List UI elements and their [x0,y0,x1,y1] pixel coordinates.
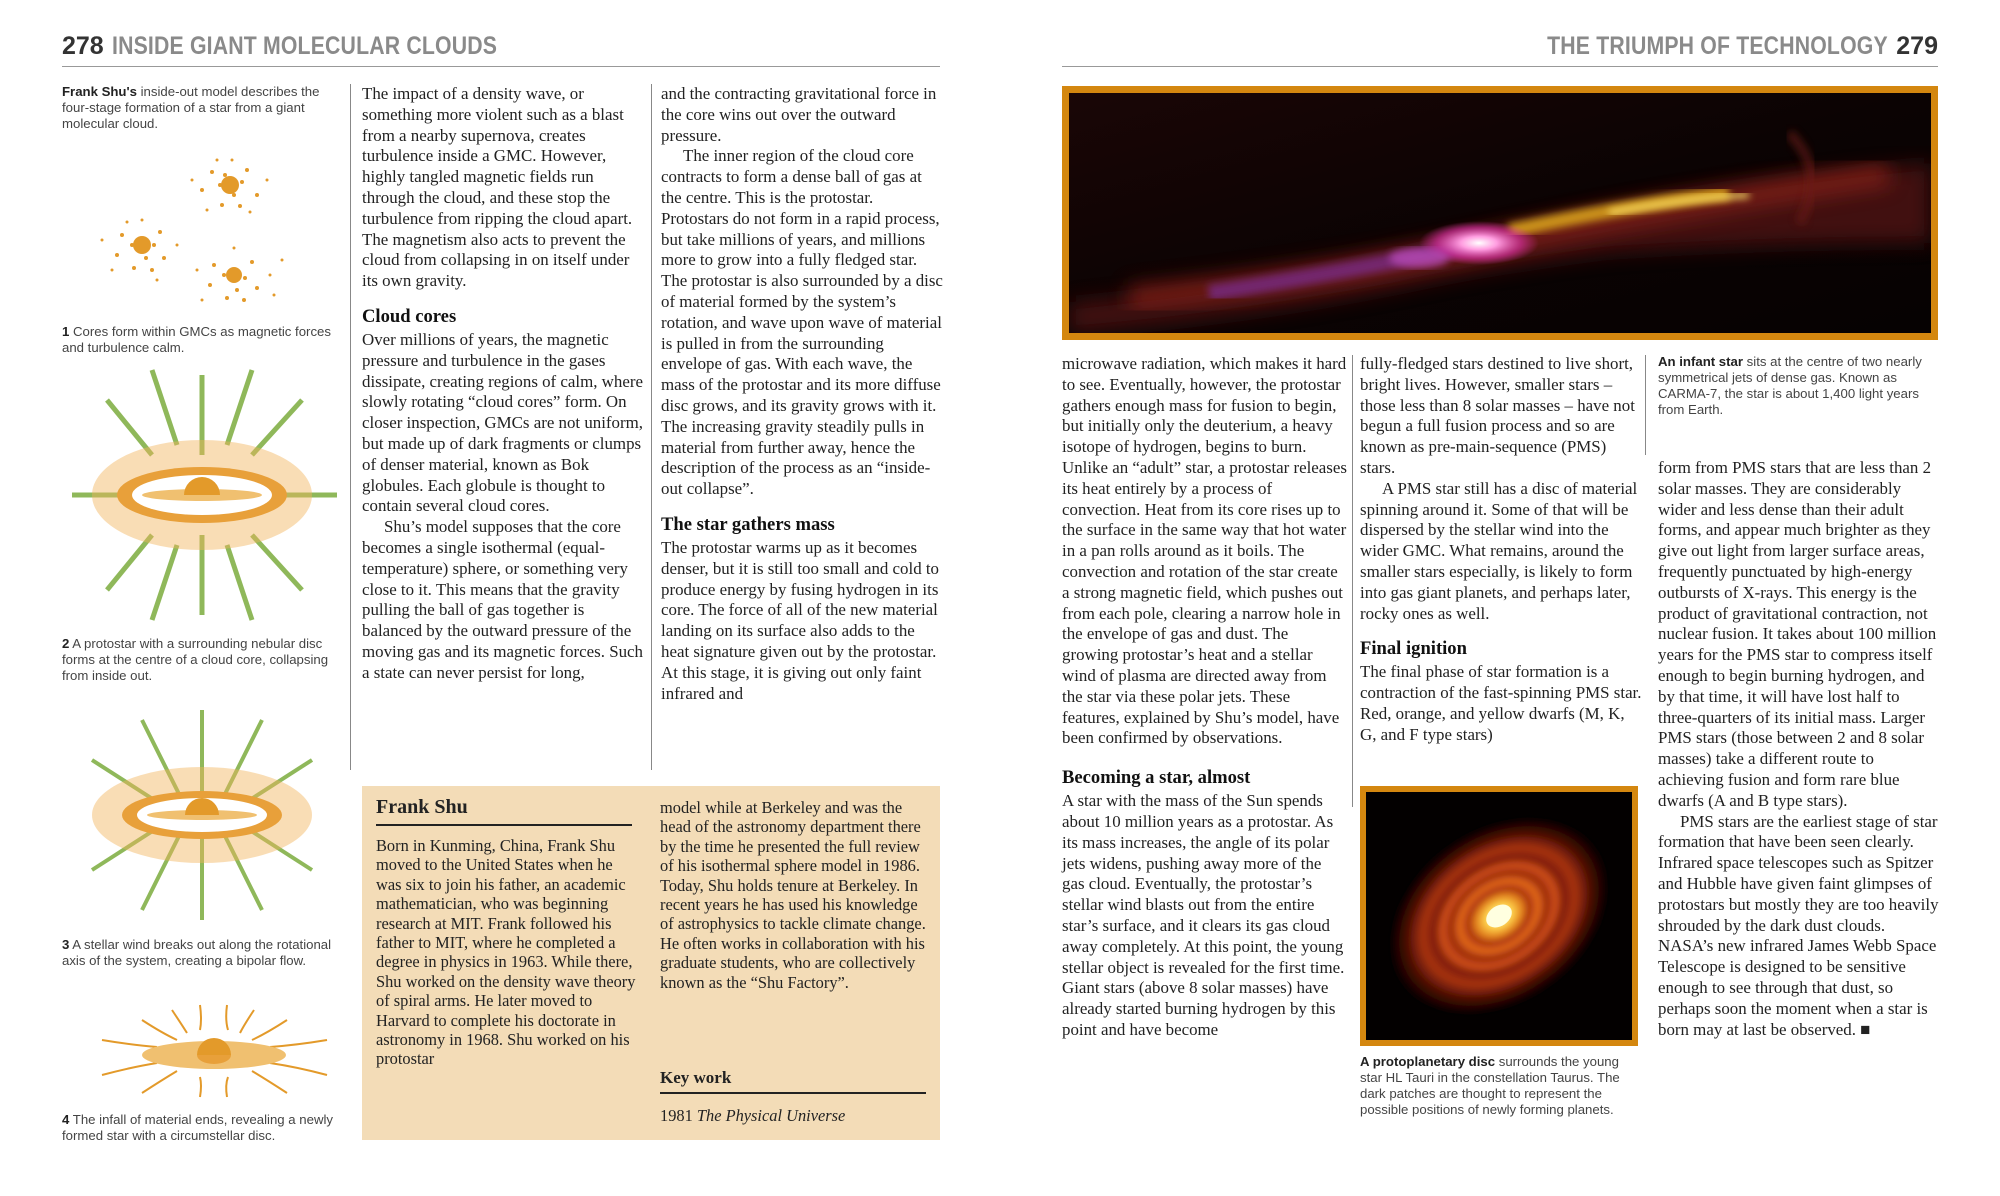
stage-4-illustration [82,995,332,1100]
right-header-rule [1062,66,1938,67]
protoplanetary-disc-photo [1366,792,1632,1040]
key-work-year: 1981 [660,1106,697,1125]
heading-star-gathers-mass: The star gathers mass [661,513,835,535]
caption-bold: An infant star [1658,354,1743,369]
stage-3-illustration [62,700,352,930]
stage-1-illustration [62,140,342,320]
stage-number: 1 [62,324,70,339]
column-divider [651,84,652,770]
right-running-title: THE TRIUMPH OF TECHNOLOGY [1547,32,1888,60]
infant-star-jets-photo [1069,93,1931,333]
jet-knot [1389,248,1449,268]
key-work-rule [660,1092,926,1094]
stage-number: 4 [62,1112,70,1127]
stage-3-caption [62,937,332,969]
body-column-4 [1360,354,1644,746]
paragraph: PMS stars are the earliest stage of star formation that have been seen clearly. Infrared space telescopes such as Spitzer and Hubble have given faint glimpses of protostars but mostly they are too heavily shrouded by the dark dust clouds. NASA’s new infrared James Webb Space Telescope is designed to be sensitive enough to see through that dust, so perhaps soon the moment when a star is born may at last be observed. ■ [1658,811,1939,1039]
caption-bold: Frank Shu's [62,84,137,99]
bio-title-rule [376,824,632,826]
left-running-title: INSIDE GIANT MOLECULAR CLOUDS [112,32,498,60]
stage-4-caption [62,1112,342,1144]
bio-title: Frank Shu [376,796,468,818]
cloud-core-left [101,219,179,282]
jet-photo-frame [1062,86,1938,340]
caption-bold: A protoplanetary disc [1360,1054,1496,1069]
stage-text: A protostar with a surrounding nebular disc forms at the centre of a cloud core, collapsing from inside out. [62,636,329,683]
key-work-title: The Physical Universe [696,1106,846,1125]
biography-box [362,786,940,1140]
stage-number: 3 [62,937,70,952]
caption-text: inside-out model describes the four-stage formation of a star from a giant molecular cloud. [62,84,320,131]
key-work [660,1106,926,1125]
cloud-core-top [191,159,269,214]
bio-text-left: Born in Kunming, China, Frank Shu moved to the United States when he was six to join his father, an academic mathematician, who was beginning research at MIT. Frank followed his father to MIT, where he completed a degree in physics in 1963. While there, Shu worked on the density wave theory of spiral arms. He later moved to Harvard to complete his doctorate in astronomy in 1968. Shu worked on his protostar [376,836,636,1069]
paragraph: and the contracting gravitational force in the core wins out over the outward pressure. [661,84,937,145]
paragraph: fully-fledged stars destined to live short, bright lives. However, smaller stars – those less than 8 solar masses – have not begun a full fusion process and so are known as pre-main-sequence (PMS) stars. [1360,354,1635,477]
paragraph: Over millions of years, the magnetic pressure and turbulence in the gases dissipate, creating regions of calm, where slowly rotating “cloud cores” form. On closer inspection, GMCs are not uniform, but made up of dark fragments or clumps of denser material, known as Bok globules. Each globule is thought to contain several cloud cores. [362,329,643,516]
body-column-1 [362,84,644,684]
caption-text: surrounds the young star HL Tauri in the constellation Taurus. The dark patches are thought to represent the possible positions of newly forming planets. [1360,1054,1620,1117]
caption-text: sits at the centre of two nearly symmetrical jets of dense gas. Known as CARMA-7, the star is about 1,400 light years from Earth. [1658,354,1922,417]
left-page-number: 278 [62,32,104,60]
stage-2-caption [62,636,332,684]
stage-1-caption [62,324,332,356]
stage-text: The infall of material ends, revealing a newly formed star with a circumstellar disc. [62,1112,333,1143]
disc-photo-caption [1360,1054,1638,1118]
heading-final-ignition: Final ignition [1360,638,1467,660]
paragraph: The inner region of the cloud core contracts to form a dense ball of gas at the centre. This is the protostar. Protostars do not form in a rapid process, but take millions of years, and millions more to grow into a fully fledged star. The protostar is also surrounded by a disc of material formed by the system’s rotation, and wave upon wave of material is pulled in from the surrounding envelope of gas. With each wave, the mass of the protostar and its more diffuse disc grows, and its gravity grows with it. The increasing gravity steadily pulls in material from further away, hence the description of the process as an “inside-out collapse”. [661,146,943,499]
paragraph: The final phase of star formation is a contraction of the fast-spinning PMS star. Red, orange, and yellow dwarfs (M, K, G, and F type stars) [1360,662,1642,744]
diagram-intro-caption [62,84,332,132]
body-column-3 [1062,354,1348,1041]
column-divider [1352,355,1353,807]
paragraph: The impact of a density wave, or something more violent such as a blast from a nearby supernova, creates turbulence inside a GMC. However, highly tangled magnetic fields run through the cloud, and these stop the turbulence from ripping the cloud apart. The magnetism also acts to prevent the cloud from collapsing in on itself under its own gravity. [362,84,633,291]
paragraph: The protostar warms up as it becomes denser, but it is still too small and cold to produce energy by fusing hydrogen in its core. The force of all of the new material landing on its surface also adds to the heat signature given out by the protostar. At this stage, it is giving out only faint infrared and [661,537,939,703]
paragraph: A star with the mass of the Sun spends about 10 million years as a protostar. As its mass increases, the angle of its polar jets widens, pushing away more of the gas cloud. Eventually, the protostar’s stellar wind blasts out from the entire star’s surface, and it clears its gas cloud away completely. At this point, the young stellar object is revealed for the first time. Giant stars (above 8 solar masses) have already started burning hydrogen by this point and have become [1062,791,1345,1039]
body-column-2 [661,84,943,704]
key-work-label: Key work [660,1068,732,1087]
stage-text: A stellar wind breaks out along the rotational axis of the system, creating a bipolar flow. [62,937,332,968]
column-divider [350,84,351,770]
paragraph: A PMS star still has a disc of material spinning around it. Some of that will be dispersed by the stellar wind into the wider GMC. What remains, around the smaller stars especially, is likely to form into gas giant planets, and perhaps later, rocky ones as well. [1360,478,1638,623]
heading-cloud-cores: Cloud cores [362,305,457,327]
bio-text-right: model while at Berkeley and was the head of the astronomy department there by the time he presented the full review of his isothermal sphere model in 1986. Today, Shu holds tenure at Berkeley. In recent years he has used his knowledge of astrophysics to tackle climate change. He often works in collaboration with his graduate students, who are collectively known as the “Shu Factory”. [660,798,926,992]
paragraph: Shu’s model supposes that the core becomes a single isothermal (equal-temperature) sphere, or something very close to it. This means that the gravity pulling the ball of gas together is balanced by the outward pressure of the moving gas and its magnetic forces. Such a state can never persist for long, [362,517,643,682]
column-divider [1645,355,1646,455]
paragraph: form from PMS stars that are less than 2 solar masses. They are considerably wider and less dense than their adult forms, and appear much brighter as they give out light from larger surface areas, frequently punctuated by high-energy outbursts of X-rays. This energy is the product of gravitational contraction, not nuclear fusion. It takes about 100 million years for the PMS star to compress itself enough to begin burning hydrogen, and by that time, it will have lost half to three-quarters of its initial mass. Larger PMS stars (those between 2 and 8 solar masses) take a different route to achieving fusion and form rare blue dwarfs (A and B type stars). [1658,458,1937,810]
stage-2-illustration [62,360,352,630]
cloud-core-right [196,247,284,303]
new-star [197,1038,231,1055]
right-page-number: 279 [1896,32,1938,60]
stage-number: 2 [62,636,70,651]
heading-becoming-a-star: Becoming a star, almost [1062,767,1251,789]
left-header-rule [62,66,940,67]
body-column-5 [1658,458,1940,1040]
jet-photo-caption [1658,354,1938,418]
stage-text: Cores form within GMCs as magnetic forces and turbulence calm. [62,324,331,355]
paragraph: microwave radiation, which makes it hard to see. Eventually, however, the protostar gathers enough mass for fusion to begin, but initially only the deuterium, a heavy isotope of hydrogen, begins to burn. Unlike an “adult” star, a protostar releases its heat entirely by a process of convection. Heat from its core rises up to the surface in the same way that hot water in a pan rolls around as it boils. The convection and rotation of the star create a strong magnetic field, which pushes out from each pole, clearing a narrow hole in the envelope of gas and dust. The growing protostar’s heat and a stellar wind of plasma are directed away from the star via these polar jets. These features, explained by Shu’s model, have been confirmed by observations. [1062,354,1347,748]
disc-photo-frame [1360,786,1638,1046]
